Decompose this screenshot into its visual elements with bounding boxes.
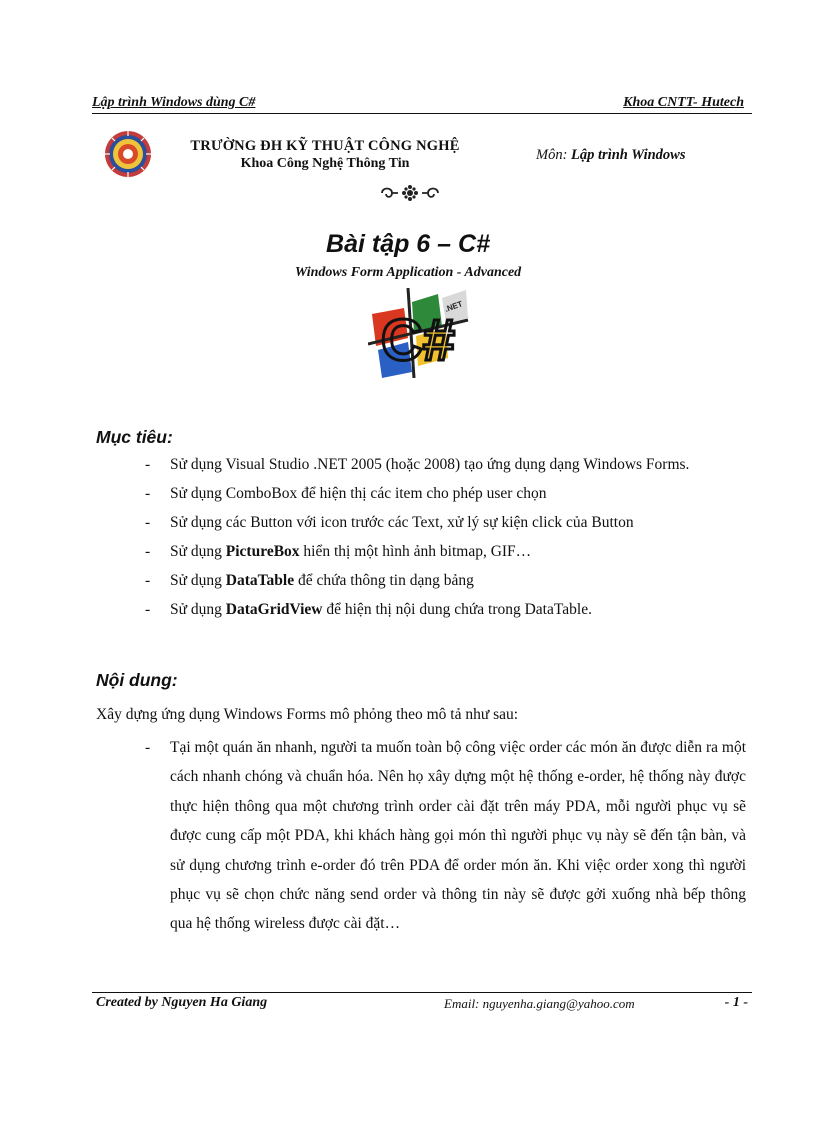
subject-label: Môn: xyxy=(536,147,568,163)
csharp-logo-icon xyxy=(368,288,470,378)
content-paragraph: - Tại một quán ăn nhanh, người ta muốn toàn bộ công việc order các món ăn được diễn ra một cách nhanh chóng và chuẩn hóa. Nên họ xây dựng một hệ thống e-order, hệ thống này được thực hiện thông qua một chương trình order cài đặt trên máy PDA, mỗi người phục vụ sẽ được cung cấp một PDA, khi khách hàng gọi món thì người phục vụ này sẽ đến tận bàn, và sử dụng chương trình e-order đó trên PDA để order món ăn. Khi việc order xong thì người phục vụ sẽ chọn chức năng send order và thông tin này sẽ được gởi xuống nhà bếp thông qua hệ thống wireless được cài đặt… xyxy=(146,733,746,939)
list-item: - Sử dụng các Button với icon trước các Text, xử lý sự kiện click của Button xyxy=(146,508,746,537)
subject-name: Lập trình Windows xyxy=(571,147,686,163)
content-intro: Xây dựng ứng dụng Windows Forms mô phỏng theo mô tả như sau: xyxy=(96,706,519,723)
header-divider xyxy=(92,113,752,114)
footer-email: Email: nguyenha.giang@yahoo.com xyxy=(444,996,635,1011)
decorative-ornament-icon xyxy=(378,184,442,202)
list-item: - Sử dụng Visual Studio .NET 2005 (hoặc 2008) tạo ứng dụng dạng Windows Forms. xyxy=(146,450,746,479)
footer-author: Created by Nguyen Ha Giang xyxy=(96,995,268,1010)
institution-name: TRƯỜNG ĐH KỸ THUẬT CÔNG NGHỆ xyxy=(190,138,460,154)
content-heading: Nội dung: xyxy=(96,670,178,690)
institution-block xyxy=(160,138,490,172)
net-logo-text: .NET xyxy=(443,299,464,314)
objectives-heading: Mục tiêu: xyxy=(96,427,173,447)
page-number: - 1 - xyxy=(724,995,748,1010)
footer-divider xyxy=(92,992,752,993)
content-list xyxy=(146,733,746,939)
subject-line xyxy=(536,147,685,164)
objectives-list xyxy=(146,450,746,624)
header-faculty: Khoa CNTT- Hutech xyxy=(623,95,744,110)
page-footer xyxy=(92,995,752,1013)
faculty-name: Khoa Công Nghệ Thông Tin xyxy=(240,156,410,171)
page-header xyxy=(92,95,752,113)
university-logo-icon xyxy=(104,130,152,178)
exercise-subtitle: Windows Form Application - Advanced xyxy=(294,265,522,280)
list-item: - Sử dụng PictureBox hiển thị một hình ảnh bitmap, GIF… xyxy=(146,537,746,566)
exercise-title: Bài tập 6 – C# xyxy=(326,230,490,258)
header-course: Lập trình Windows dùng C# xyxy=(92,95,256,110)
list-item: - Sử dụng DataGridView để hiện thị nội dung chứa trong DataTable. xyxy=(146,595,746,624)
list-item: - Sử dụng ComboBox để hiện thị các item cho phép user chọn xyxy=(146,479,746,508)
csharp-logo-letters: C# xyxy=(380,308,456,373)
list-item: - Sử dụng DataTable để chứa thông tin dạng bảng xyxy=(146,566,746,595)
